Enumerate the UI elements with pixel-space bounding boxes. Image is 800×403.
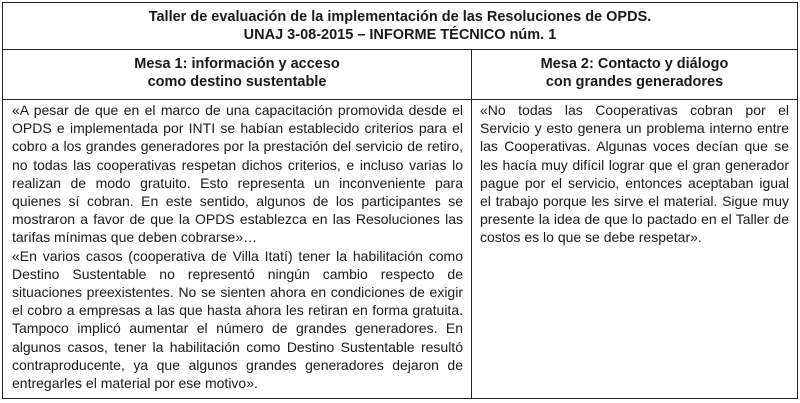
column-divider [471, 49, 472, 398]
header-divider [3, 99, 797, 100]
column-header-mesa-1-line-1: Mesa 1: información y acceso [134, 56, 340, 72]
column-header-mesa-1 [3, 49, 471, 99]
title-line-2: UNAJ 3-08-2015 – INFORME TÉCNICO núm. 1 [243, 27, 557, 43]
report-table [2, 2, 798, 399]
quote-paragraph: «No todas las Cooperativas cobran por el Servicio y esto genera un problema interno entre las Cooperativas. Algunas voces decían que se les hacía muy difícil lograr que el gran generador pague por el servicio, entonces aceptaban igual el trabajo porque les sirve el material. Sigue muy presente la idea de que lo pactado en el Taller de costos es lo que se debe respetar». [480, 102, 789, 246]
quote-paragraph: «A pesar de que en el marco de una capacitación promovida desde el OPDS e implementada por INTI se habían establecido criterios para el cobro a los grandes generadores por la prestación del servicio de retiro, no todas las cooperativas respetan dichos criterios, e incluso varias lo realizan de modo gratuito. Esto representa un inconveniente para quienes sí cobran. En este sentido, algunos de los participantes se mostraron a favor de que la OPDS establezca en las Resoluciones las tarifas mínimas que deben cobrarse»… [12, 102, 463, 246]
column-header-mesa-2 [472, 49, 797, 99]
cell-mesa-1 [12, 101, 463, 392]
column-header-mesa-2-line-2: con grandes generadores [545, 74, 724, 90]
column-header-mesa-1-line-2: como destino sustentable [147, 74, 327, 90]
table-title [3, 3, 797, 49]
title-line-1: Taller de evaluación de la implementación de las Resoluciones de OPDS. [148, 9, 652, 25]
column-header-mesa-2-line-1: Mesa 2: Contacto y diálogo [540, 56, 729, 72]
quote-paragraph: «En varios casos (cooperativa de Villa Itatí) tener la habilitación como Destino Sustentable no representó ningún cambio respecto de situaciones preexistentes. No se sienten ahora en condiciones de exigir el cobro a empresas a las que hasta ahora les retiran en forma gratuita. Tampoco implicó aumentar el número de grandes generadores. En algunos casos, tener la habilitación como Destino Sustentable resultó contraproducente, ya que algunos grandes generadores dejaron de entregarles el material por ese motivo». [12, 247, 463, 392]
cell-mesa-2 [480, 101, 789, 247]
